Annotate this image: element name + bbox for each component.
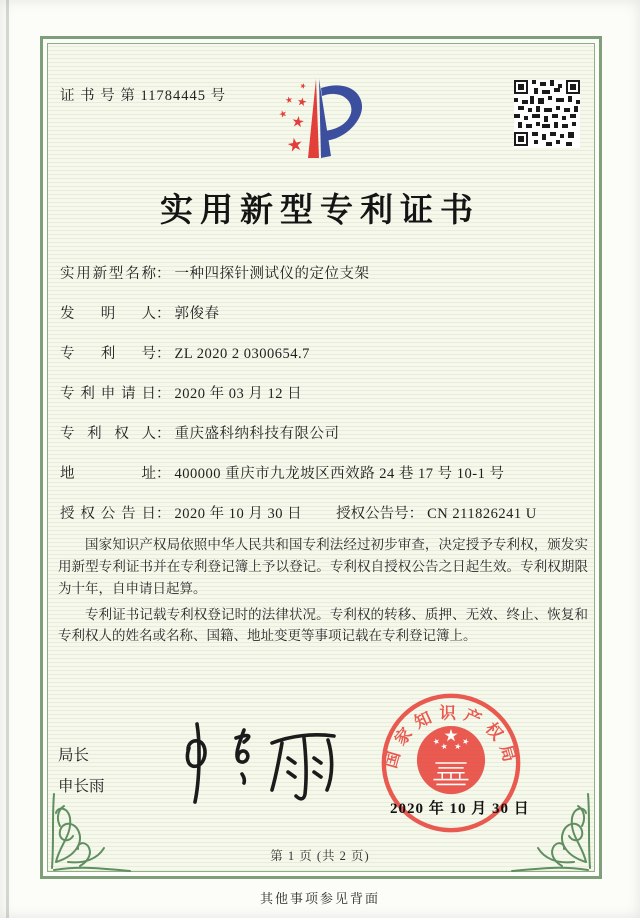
page-number: 第 1 页 (共 2 页) [270, 849, 370, 863]
field-colon: ： [156, 386, 171, 402]
field-value: 重庆盛科纳科技有限公司 [174, 426, 340, 442]
commissioner-signature [176, 718, 348, 810]
field-patentee [60, 422, 590, 443]
field-label: 专利权人 [60, 426, 156, 442]
field-label: 实用新型名称 [60, 266, 156, 282]
field-label: 专利申请日 [60, 386, 156, 402]
field-inventor [60, 302, 590, 323]
legal-text [58, 534, 588, 651]
field-value: 郭俊春 [174, 306, 220, 322]
field-value: 400000 重庆市九龙坡区西效路 24 巷 17 号 10-1 号 [174, 466, 505, 482]
field-value: 2020 年 10 月 30 日 [174, 506, 303, 522]
field-colon: ： [156, 466, 171, 482]
field-colon: ： [408, 506, 424, 522]
scan-edge-shadow [6, 0, 9, 918]
field-colon: ： [156, 346, 171, 362]
field-value: 2020 年 03 月 12 日 [174, 386, 303, 402]
field-colon: ： [156, 426, 171, 442]
seal-ring-text: 国家知识产权局 [380, 703, 522, 771]
field-filing-date [60, 382, 590, 403]
field-colon: ： [156, 266, 171, 282]
field-label: 发明人 [60, 306, 156, 322]
commissioner-name: 申长雨 [58, 778, 105, 795]
field-colon: ： [156, 306, 171, 322]
field-value: CN 211826241 U [427, 506, 537, 522]
field-grant-announcement [60, 502, 590, 523]
footer-note: 其他事项参见背面 [259, 891, 380, 906]
field-address [60, 462, 590, 483]
grant-number-group [336, 506, 537, 522]
certificate-number: 证 书 号 第 11784445 号 [60, 88, 227, 104]
field-label: 授权公告号 [336, 506, 409, 522]
certificate-title: 实用新型专利证书 [160, 193, 480, 229]
legal-paragraph-1: 国家知识产权局依照中华人民共和国专利法经过初步审查，决定授予专利权，颁发实用新型专利证书并在专利登记簿上予以登记。专利权自授权公告之日起生效。专利权期限为十年，自申请日起算。 [58, 537, 588, 596]
field-value: ZL 2020 2 0300654.7 [174, 346, 310, 362]
cnipa-logo-icon [272, 74, 384, 170]
field-patent-number [60, 342, 590, 363]
field-utility-model-name [60, 262, 590, 283]
field-colon: ： [156, 506, 171, 522]
field-label: 专利号 [60, 346, 156, 362]
seal-date: 2020 年 10 月 30 日 [390, 801, 530, 817]
field-label: 授权公告日 [60, 506, 156, 522]
field-value: 一种四探针测试仪的定位支架 [174, 266, 370, 282]
qr-code [514, 80, 580, 148]
legal-paragraph-2: 专利证书记载专利权登记时的法律状况。专利权的转移、质押、无效、终止、恢复和专利权人的姓名或名称、国籍、地址变更等事项记载在专利登记簿上。 [58, 606, 588, 644]
field-label: 地址 [60, 466, 156, 482]
commissioner-title: 局长 [58, 747, 90, 764]
